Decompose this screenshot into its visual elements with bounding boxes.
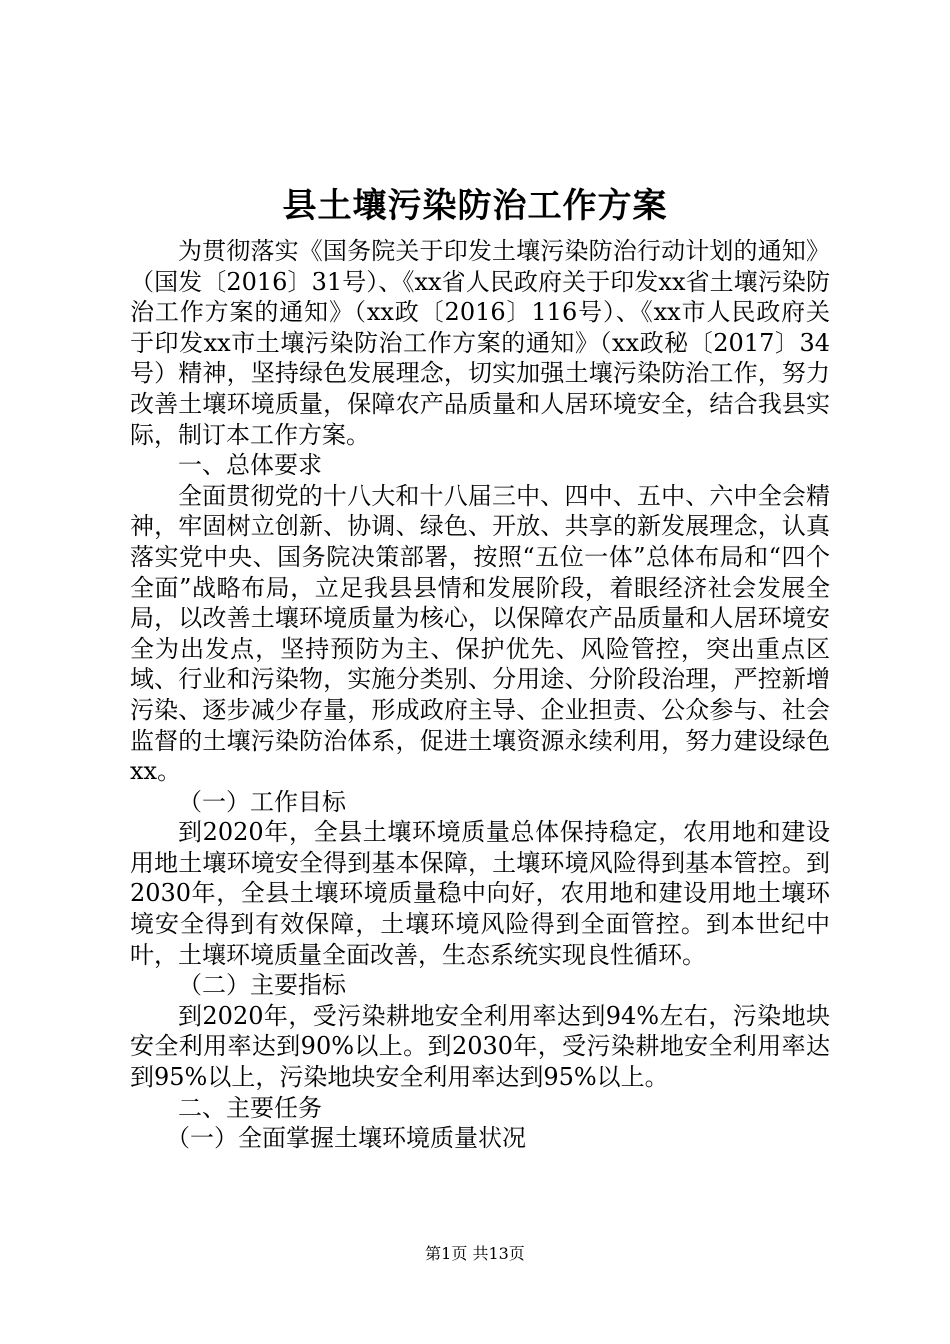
heading-soil-quality-status: （一）全面掌握土壤环境质量状况: [166, 1124, 526, 1153]
heading-main-indicators: （二）主要指标: [178, 971, 346, 1000]
heading-overall-requirements: 一、总体要求: [178, 451, 322, 480]
document-body: [130, 236, 830, 1154]
paragraph-overall-requirements: 全面贯彻党的十八大和十八届三中、四中、五中、六中全会精神，牢固树立创新、协调、绿色、开放、共享的新发展理念，认真落实党中央、国务院决策部署，按照“五位一体”总体布局和“四个全面”战略布局，立足我县县情和发展阶段，着眼经济社会发展全局，以改善土壤环境质量为核心，以保障农产品质量和人居环境安全为出发点，坚持预防为主、保护优先、风险管控，突出重点区域、行业和污染物，实施分类别、分用途、分阶段治理，严控新增污染、逐步减少存量，形成政府主导、企业担责、公众参与、社会监督的土壤污染防治体系，促进土壤资源永续利用，努力建设绿色xx。: [130, 481, 830, 786]
heading-main-tasks: 二、主要任务: [178, 1093, 322, 1122]
page-footer: 第1页 共13页: [425, 1244, 525, 1263]
paragraph-main-indicators: 到2020年，受污染耕地安全利用率达到94%左右，污染地块安全利用率达到90%以上。到2030年，受污染耕地安全利用率达到95%以上，污染地块安全利用率达到95%以上。: [130, 1001, 830, 1092]
heading-work-goals: （一）工作目标: [178, 787, 346, 816]
paragraph-work-goals: 到2020年，全县土壤环境质量总体保持稳定，农用地和建设用地土壤环境安全得到基本保障，土壤环境风险得到基本管控。到2030年，全县土壤环境质量稳中向好，农用地和建设用地土壤环境安全得到有效保障，土壤环境风险得到全面管控。到本世纪中叶，土壤环境质量全面改善，生态系统实现良性循环。: [130, 818, 830, 969]
document-title: 县土壤污染防治工作方案: [282, 186, 668, 226]
paragraph-intro: 为贯彻落实《国务院关于印发土壤污染防治行动计划的通知》（国发〔2016〕31号）、《xx省人民政府关于印发xx省土壤污染防治工作方案的通知》（xx政〔2016〕116号）、《xx市人民政府关于印发xx市土壤污染防治工作方案的通知》（xx政秘〔2017〕34号）精神，坚持绿色发展理念，切实加强土壤污染防治工作，努力改善土壤环境质量，保障农产品质量和人居环境安全，结合我县实际，制订本工作方案。: [130, 237, 830, 449]
